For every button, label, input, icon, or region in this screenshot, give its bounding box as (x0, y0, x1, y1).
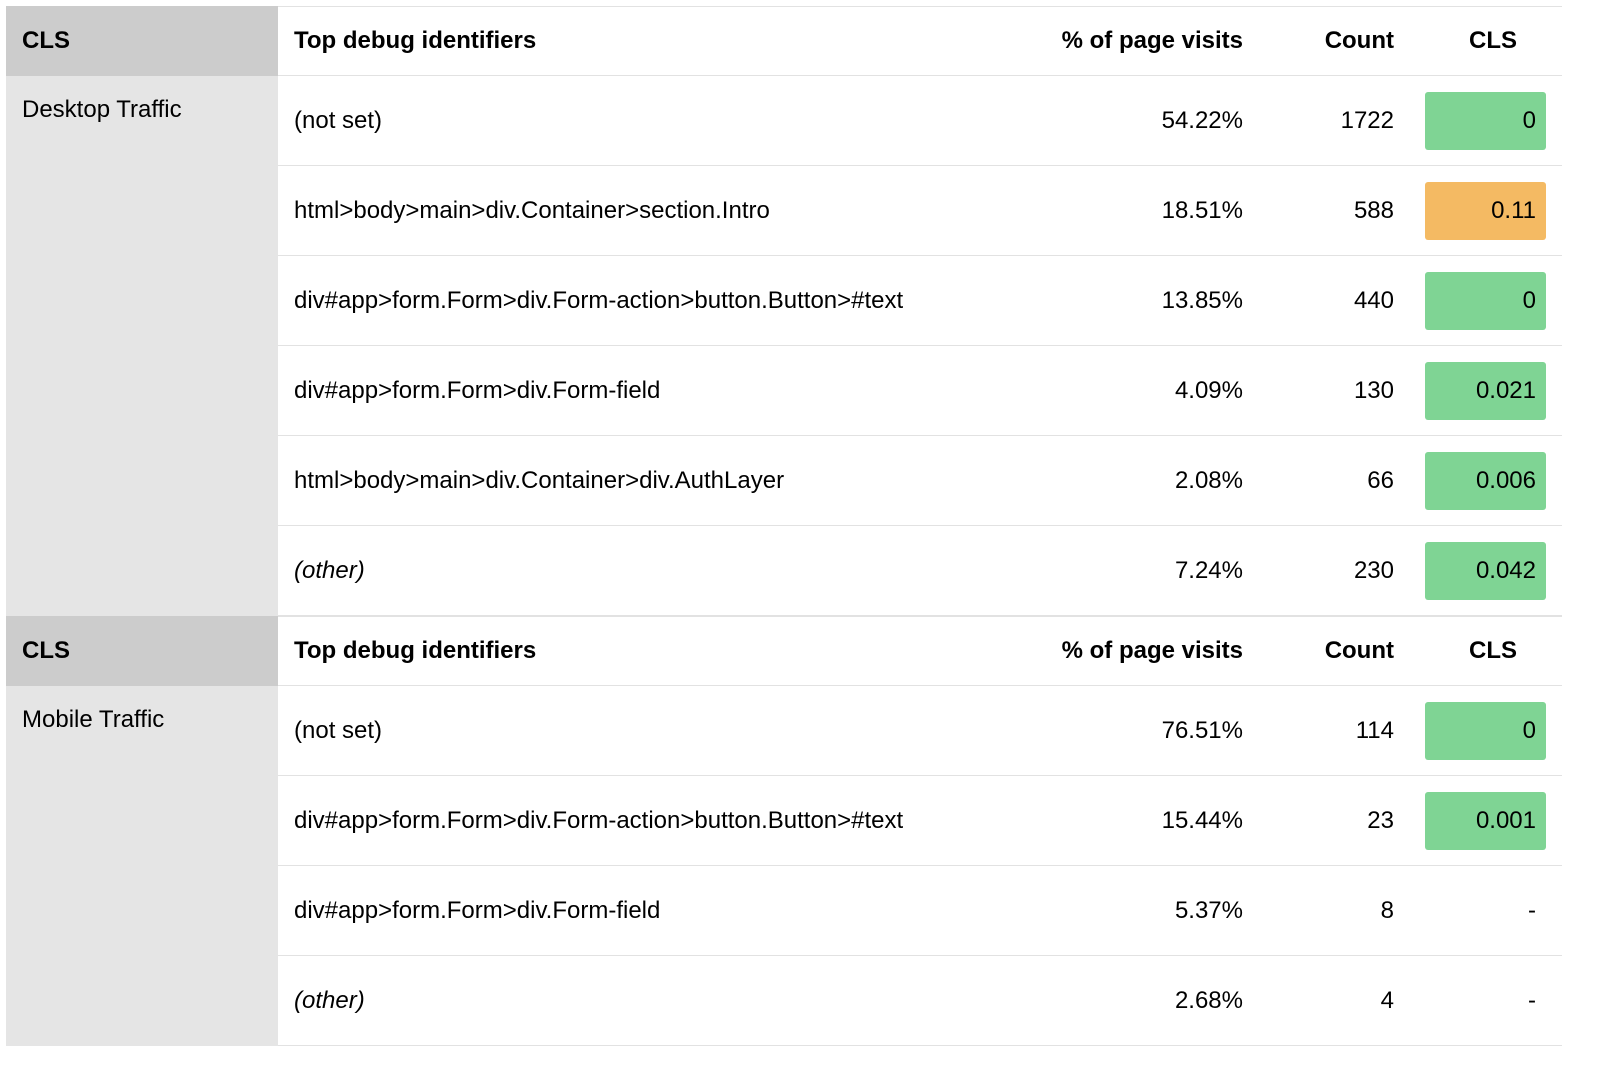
cls-badge: 0.042 (1425, 542, 1546, 600)
cls-cell (1394, 542, 1562, 600)
count-cell: 440 (1353, 286, 1394, 314)
pct-cell: 4.09% (1174, 376, 1243, 404)
cls-cell (1394, 92, 1562, 150)
identifier-cell: (other) (294, 986, 365, 1014)
segment-column (6, 616, 278, 1046)
pct-cell: 15.44% (1161, 806, 1243, 834)
table-row (278, 256, 1562, 346)
cls-badge: 0.006 (1425, 452, 1546, 510)
count-cell: 4 (1380, 986, 1394, 1014)
table-header-row (278, 6, 1562, 76)
cls-badge: 0.11 (1425, 182, 1546, 240)
metric-header: CLS (6, 6, 278, 76)
cls-badge: 0 (1425, 702, 1546, 760)
pct-cell: 76.51% (1161, 716, 1243, 744)
count-cell: 114 (1355, 716, 1394, 744)
results-table (278, 6, 1562, 616)
cls-debug-report (6, 6, 1562, 1046)
column-header-identifier[interactable]: Top debug identifiers (294, 637, 537, 664)
cls-badge: 0 (1425, 272, 1546, 330)
pct-cell: 18.51% (1161, 196, 1243, 224)
metric-header: CLS (6, 616, 278, 686)
column-header-count[interactable]: Count (1324, 637, 1394, 664)
count-cell: 1722 (1340, 106, 1394, 134)
cls-cell (1394, 972, 1562, 1030)
column-header-count[interactable]: Count (1324, 27, 1394, 54)
count-cell: 23 (1367, 806, 1394, 834)
identifier-cell: (other) (294, 556, 365, 584)
count-cell: 588 (1353, 196, 1394, 224)
column-header-pct[interactable]: % of page visits (1061, 27, 1243, 54)
cls-cell (1394, 702, 1562, 760)
identifier-cell: div#app>form.Form>div.Form-field (294, 376, 661, 404)
table-row (278, 166, 1562, 256)
pct-cell: 2.08% (1174, 466, 1243, 494)
pct-cell: 13.85% (1161, 286, 1243, 314)
table-row (278, 346, 1562, 436)
table-row (278, 436, 1562, 526)
table-row (278, 76, 1562, 166)
identifier-cell: div#app>form.Form>div.Form-field (294, 896, 661, 924)
identifier-cell: div#app>form.Form>div.Form-action>button.Button>#text (294, 286, 904, 314)
cls-cell (1394, 182, 1562, 240)
cls-cell (1394, 882, 1562, 940)
count-cell: 66 (1367, 466, 1394, 494)
table-row (278, 526, 1562, 616)
column-header-identifier[interactable]: Top debug identifiers (294, 27, 537, 54)
segment-column (6, 6, 278, 616)
cls-cell (1394, 452, 1562, 510)
results-table (278, 616, 1562, 1046)
cls-badge: - (1528, 896, 1536, 924)
pct-cell: 2.68% (1174, 986, 1243, 1014)
count-cell: 8 (1380, 896, 1394, 924)
column-header-pct[interactable]: % of page visits (1061, 637, 1243, 664)
table-row (278, 866, 1562, 956)
cls-cell (1394, 362, 1562, 420)
pct-cell: 54.22% (1161, 106, 1243, 134)
count-cell: 130 (1353, 376, 1394, 404)
cls-badge: 0.001 (1425, 792, 1546, 850)
cls-cell (1394, 792, 1562, 850)
identifier-cell: (not set) (294, 106, 383, 134)
identifier-cell: html>body>main>div.Container>div.AuthLayer (294, 466, 785, 494)
cls-cell (1394, 272, 1562, 330)
table-row (278, 776, 1562, 866)
table-row (278, 956, 1562, 1046)
count-cell: 230 (1353, 556, 1394, 584)
cls-badge: 0.021 (1425, 362, 1546, 420)
pct-cell: 7.24% (1174, 556, 1243, 584)
mobile-traffic-section (6, 616, 1562, 1046)
identifier-cell: div#app>form.Form>div.Form-action>button.Button>#text (294, 806, 904, 834)
cls-badge: 0 (1425, 92, 1546, 150)
pct-cell: 5.37% (1174, 896, 1243, 924)
identifier-cell: html>body>main>div.Container>section.Intro (294, 196, 770, 224)
segment-label: Mobile Traffic (22, 706, 165, 733)
table-header-row (278, 616, 1562, 686)
column-header-cls[interactable]: CLS (1469, 637, 1517, 664)
column-header-cls[interactable]: CLS (1469, 27, 1517, 54)
identifier-cell: (not set) (294, 716, 383, 744)
table-row (278, 686, 1562, 776)
desktop-traffic-section (6, 6, 1562, 616)
segment-label: Desktop Traffic (22, 96, 182, 123)
cls-badge: - (1528, 986, 1536, 1014)
